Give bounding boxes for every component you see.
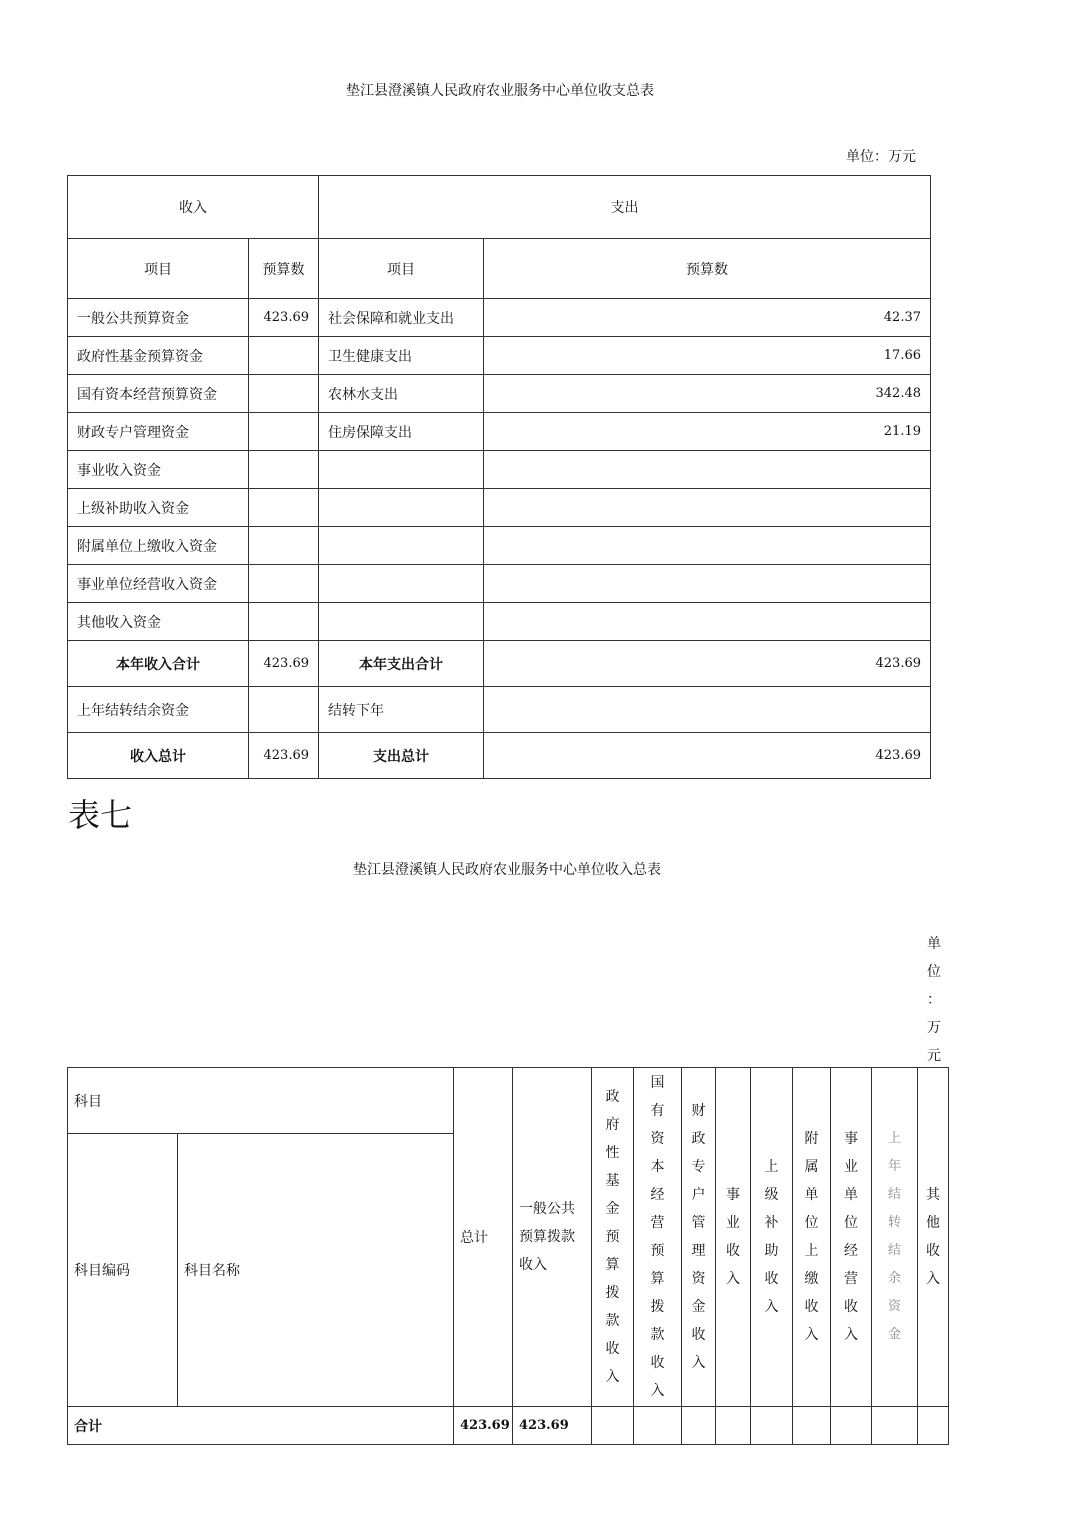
- header-char: 拨: [605, 1285, 620, 1301]
- unit-char: 万: [927, 1020, 941, 1036]
- total-row-total: 423.69: [454, 1407, 513, 1445]
- table-row: [68, 565, 931, 603]
- empty-cell: [872, 1407, 918, 1445]
- header-char: 资: [650, 1131, 665, 1147]
- expense-grand-total-value: 423.69: [484, 733, 931, 779]
- income-item: 附属单位上缴收入资金: [68, 527, 249, 565]
- header-char: 管: [691, 1215, 706, 1231]
- year-income-total-value: 423.69: [249, 641, 319, 687]
- header-char: 结: [887, 1243, 901, 1258]
- table-row: [68, 375, 931, 413]
- table-row: [68, 451, 931, 489]
- expense-item-header: 项目: [319, 239, 484, 299]
- expense-item: [319, 489, 484, 527]
- header-char: 金: [887, 1327, 901, 1342]
- expense-item: 住房保障支出: [319, 413, 484, 451]
- header-char: 入: [804, 1327, 819, 1343]
- expense-item: 社会保障和就业支出: [319, 299, 484, 337]
- expense-item: [319, 565, 484, 603]
- header-char: 算: [650, 1271, 665, 1287]
- header-char: 他: [926, 1215, 940, 1231]
- income-value: 423.69: [249, 299, 319, 337]
- header-char: 款: [650, 1327, 665, 1343]
- income-item: 事业单位经营收入资金: [68, 565, 249, 603]
- header-char: 性: [605, 1145, 620, 1161]
- header-char: 业: [726, 1215, 740, 1231]
- table-row: [68, 603, 931, 641]
- header-char: 入: [844, 1327, 858, 1343]
- table-row: [68, 337, 931, 375]
- header-char: 预: [650, 1243, 665, 1259]
- income-header: 收入: [68, 176, 319, 239]
- income-item: 财政专户管理资金: [68, 413, 249, 451]
- income-item: 上级补助收入资金: [68, 489, 249, 527]
- income-item: 其他收入资金: [68, 603, 249, 641]
- year-total-row: [68, 641, 931, 687]
- empty-cell: [918, 1407, 949, 1445]
- year-expense-total-value: 423.69: [484, 641, 931, 687]
- header-char: 事: [844, 1131, 858, 1147]
- header-char: 预: [605, 1229, 620, 1245]
- header-char: 营: [650, 1215, 665, 1231]
- header-char: 收: [650, 1355, 665, 1371]
- header-char: 入: [650, 1383, 665, 1399]
- header-char: 转: [887, 1215, 901, 1230]
- state-capital-header: [634, 1068, 682, 1407]
- expense-value: 17.66: [484, 337, 931, 375]
- header-char: 入: [926, 1271, 940, 1287]
- header-char: 国: [650, 1075, 665, 1091]
- header-char: 营: [844, 1271, 858, 1287]
- expense-value: 42.37: [484, 299, 931, 337]
- operating-header: [831, 1068, 872, 1407]
- expense-item: 卫生健康支出: [319, 337, 484, 375]
- header-char: 政: [605, 1089, 620, 1105]
- header-char: 上: [804, 1243, 819, 1259]
- header-char: 财: [691, 1103, 706, 1119]
- business-income-header: [716, 1068, 751, 1407]
- income-summary-table: [67, 1067, 949, 1445]
- header-char: 单: [804, 1187, 819, 1203]
- header-char: 经: [844, 1243, 858, 1259]
- income-value: [249, 565, 319, 603]
- grand-total-row: [68, 733, 931, 779]
- income-item: 政府性基金预算资金: [68, 337, 249, 375]
- header-char: 级: [764, 1187, 779, 1203]
- header-char: 收: [691, 1327, 706, 1343]
- header-char: 专: [691, 1159, 706, 1175]
- expense-item: [319, 603, 484, 641]
- header-char: 入: [691, 1355, 706, 1371]
- header-char: 位: [844, 1215, 858, 1231]
- header-char: 经: [650, 1187, 665, 1203]
- header-char: 补: [764, 1215, 779, 1231]
- income-expense-table: [67, 175, 931, 779]
- total-row-general-budget: 423.69: [513, 1407, 592, 1445]
- header-char: 本: [650, 1159, 665, 1175]
- superior-subsidy-header: [751, 1068, 793, 1407]
- header-char: 户: [691, 1187, 706, 1203]
- header-char: 上: [764, 1159, 779, 1175]
- fiscal-account-header: [682, 1068, 716, 1407]
- empty-cell: [592, 1407, 634, 1445]
- unit-char: 元: [927, 1048, 941, 1064]
- header-char: 资: [691, 1271, 706, 1287]
- header-char: 府: [605, 1117, 620, 1133]
- expense-value: [484, 489, 931, 527]
- empty-cell: [751, 1407, 793, 1445]
- table-row: [68, 527, 931, 565]
- header-char: 位: [804, 1215, 819, 1231]
- empty-cell: [634, 1407, 682, 1445]
- header-char: 收: [764, 1271, 779, 1287]
- table-row: [68, 299, 931, 337]
- expense-grand-total-label: 支出总计: [319, 733, 484, 779]
- total-header: 总计: [454, 1068, 513, 1407]
- expense-item: [319, 527, 484, 565]
- table1-title: 垫江县澄溪镇人民政府农业服务中心单位收支总表: [346, 83, 654, 99]
- total-row-label: 合计: [68, 1407, 454, 1445]
- header-char: 收: [804, 1299, 819, 1315]
- empty-cell: [831, 1407, 872, 1445]
- expense-value: [484, 451, 931, 489]
- general-budget-header: 一般公共预算拨款收入: [513, 1068, 592, 1407]
- header-char: 助: [764, 1243, 779, 1259]
- header-char: 基: [605, 1173, 620, 1189]
- header-char: 收: [605, 1341, 620, 1357]
- income-grand-total-label: 收入总计: [68, 733, 249, 779]
- expense-item: 农林水支出: [319, 375, 484, 413]
- header-char: 结: [887, 1187, 901, 1202]
- other-income-header: [918, 1068, 949, 1407]
- subject-code-header: 科目编码: [68, 1134, 178, 1407]
- header-char: 收: [926, 1243, 940, 1259]
- header-char: 入: [764, 1299, 779, 1315]
- income-value: [249, 527, 319, 565]
- table-row: [68, 489, 931, 527]
- year-income-total-label: 本年收入合计: [68, 641, 249, 687]
- unit-char: 单: [927, 936, 941, 952]
- unit-char: 位: [927, 964, 941, 980]
- year-expense-total-label: 本年支出合计: [319, 641, 484, 687]
- header-char: 年: [887, 1159, 901, 1174]
- income-item: 一般公共预算资金: [68, 299, 249, 337]
- header-char: 金: [605, 1201, 620, 1217]
- header-char: 入: [726, 1271, 740, 1287]
- income-value: [249, 603, 319, 641]
- subject-header: 科目: [68, 1068, 454, 1134]
- affiliated-header: [793, 1068, 831, 1407]
- income-item-header: 项目: [68, 239, 249, 299]
- header-char: 有: [650, 1103, 665, 1119]
- subject-name-header: 科目名称: [178, 1134, 454, 1407]
- header-char: 附: [804, 1131, 819, 1147]
- empty-cell: [716, 1407, 751, 1445]
- unit-char: ：: [927, 992, 941, 1008]
- income-value: [249, 375, 319, 413]
- header-char: 余: [887, 1271, 901, 1286]
- income-item: 国有资本经营预算资金: [68, 375, 249, 413]
- expense-value: 21.19: [484, 413, 931, 451]
- expense-header: 支出: [319, 176, 931, 239]
- expense-budget-header: 预算数: [484, 239, 931, 299]
- table-row: [68, 413, 931, 451]
- section-tag: 表七: [68, 796, 133, 834]
- header-char: 拨: [650, 1299, 665, 1315]
- empty-cell: [682, 1407, 716, 1445]
- expense-value: [484, 527, 931, 565]
- carryover-row: [68, 687, 931, 733]
- income-grand-total-value: 423.69: [249, 733, 319, 779]
- expense-value: [484, 565, 931, 603]
- carryover-expense-value: [484, 687, 931, 733]
- carryover-header: [872, 1068, 918, 1407]
- income-value: [249, 337, 319, 375]
- carryover-expense-label: 结转下年: [319, 687, 484, 733]
- empty-cell: [793, 1407, 831, 1445]
- income-budget-header: 预算数: [249, 239, 319, 299]
- income-value: [249, 451, 319, 489]
- carryover-income-label: 上年结转结余资金: [68, 687, 249, 733]
- header-char: 理: [691, 1243, 706, 1259]
- header-char: 资: [887, 1299, 901, 1314]
- table1-unit: 单位：万元: [846, 149, 916, 165]
- header-char: 入: [605, 1369, 620, 1385]
- income-value: [249, 413, 319, 451]
- header-char: 业: [844, 1159, 858, 1175]
- header-char: 事: [726, 1187, 740, 1203]
- table2-unit: [924, 930, 944, 1070]
- total-row: [68, 1407, 949, 1445]
- income-item: 事业收入资金: [68, 451, 249, 489]
- header-char: 款: [605, 1313, 620, 1329]
- income-value: [249, 489, 319, 527]
- carryover-income-value: [249, 687, 319, 733]
- expense-value: [484, 603, 931, 641]
- header-char: 金: [691, 1299, 706, 1315]
- header-char: 其: [926, 1187, 940, 1203]
- expense-item: [319, 451, 484, 489]
- gov-fund-header: [592, 1068, 634, 1407]
- expense-value: 342.48: [484, 375, 931, 413]
- header-char: 算: [605, 1257, 620, 1273]
- header-char: 政: [691, 1131, 706, 1147]
- header-char: 上: [887, 1131, 901, 1146]
- header-char: 单: [844, 1187, 858, 1203]
- header-char: 收: [844, 1299, 858, 1315]
- header-char: 属: [804, 1159, 819, 1175]
- header-char: 收: [726, 1243, 740, 1259]
- header-char: 缴: [804, 1271, 819, 1287]
- table2-title: 垫江县澄溪镇人民政府农业服务中心单位收入总表: [353, 862, 661, 878]
